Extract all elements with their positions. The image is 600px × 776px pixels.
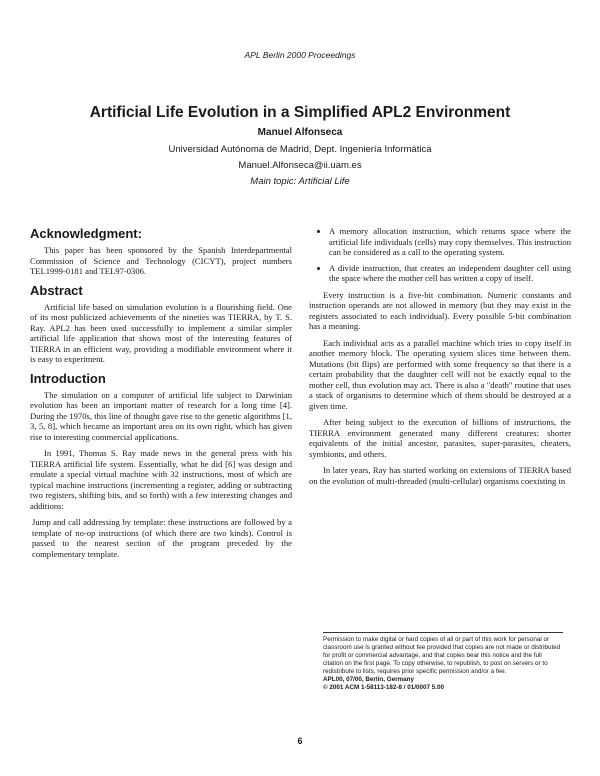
author-email: Manuel.Alfonseca@ii.uam.es: [238, 160, 362, 171]
author-affiliation: Universidad Autónoma de Madrid, Dept. Ingeniería Informática: [168, 144, 432, 155]
abstract-heading: Abstract: [30, 282, 83, 298]
body-paragraph: In later years, Ray has started working on extensions of TIERRA based on the evolution of multi-threaded (multi-cellular) organisms coexisting in: [309, 465, 571, 486]
proceedings-header: APL Berlin 2000 Proceedings: [244, 50, 356, 60]
venue-text: APL00, 07/00, Berlin, Germany: [323, 676, 414, 683]
body-paragraph: Every instruction is a five-bit combination. Numeric constants and instruction operands are not allowed in memory (but they may exist in the registers associated to each individual). Every possible 5-bit combination has a meaning.: [309, 289, 571, 331]
list-item: • A divide instruction, that creates an independent daughter cell using the space where the mother cell has written a copy of itself.: [329, 263, 571, 284]
body-paragraph: After being subject to the execution of billions of instructions, the TIERRA environment generated many different creatures: shorter equivalents of the initial ancestor, parasites, super-parasites, cheaters, symbionts, and others.: [309, 417, 571, 459]
author-name: Manuel Alfonseca: [257, 127, 343, 138]
acknowledgment-section: [30, 226, 292, 277]
page-number: 6: [297, 736, 303, 746]
copyright-notice: [323, 632, 563, 692]
acknowledgment-heading: Acknowledgment:: [30, 226, 142, 241]
body-paragraph: Each individual acts as a parallel machine which tries to copy itself in another memory block. The operating system slices time between them. Mutations (bit flips) are performed with some frequency so that there is a certain probability that the daughter cell will not be exactly equal to the mother cell, thus evolution may act. There is also a "death" routine that uses a stack of organisms to determine which of them should be destroyed at a given time.: [309, 337, 571, 411]
list-item: • A memory allocation instruction, which returns space where the artificial life individuals (cells) may copy themselves. This instruction can be considered as a call to the operating system.: [329, 226, 571, 258]
intro-block-item: Jump and call addressing by template: these instructions are followed by a template of no-op instructions (of which there are two kinds). Control is passed to the nearest section of the program preceded by the complementary template.: [32, 517, 292, 559]
introduction-section: [30, 371, 292, 560]
main-topic: Main topic: Artificial Life: [250, 176, 350, 187]
abstract-text: Artificial life based on simulation evolution is a flourishing field. One of its most publicized achievements of the nineties was TIERRA, by T. S. Ray. APL2 has been used successfully to implement a similar simpler artificial life application that shows most of the interesting features of TIERRA in an efficient way, providing a modifiable environment where it is easy to experiment.: [30, 301, 292, 364]
intro-paragraph: The simulation on a computer of artificial life subject to Darwinian evolution has been an important matter of research for a long time [4]. During the 1970s, this line of thought gave rise to the genetic algorithms [1, 3, 5, 8], which became an important area on its own right, which has given rise to interesting commercial applications.: [30, 389, 292, 442]
introduction-heading: Introduction: [30, 370, 106, 386]
right-column: [309, 226, 571, 492]
isbn-text: © 2001 ACM 1-58113-182-8 / 01/0007 5.00: [323, 684, 444, 691]
abstract-section: [30, 283, 292, 365]
left-column: [30, 226, 292, 565]
permission-text: Permission to make digital or hard copies of all or part of this work for personal or classroom use is granted without fee provided that copies are not made or distributed for profit or commercial advantage, and that copies bear this notice and the full citation on the first page. To copy otherwise, to republish, to post on servers or to redistribute to lists, requires prior specific permission and/or a fee.: [323, 636, 561, 675]
acknowledgment-text: This paper has been sponsored by the Spanish Interdepartmental Commission of Science and Technology (CICYT), project numbers TEL1999-0181 and TEL97-0306.: [30, 245, 292, 276]
paper-title: Artificial Life Evolution in a Simplified APL2 Environment: [89, 104, 511, 121]
instruction-list: [309, 226, 571, 284]
intro-paragraph: In 1991, Thomas S. Ray made news in the general press with his TIERRA artificial life system. Essentially, what he did [6] was design and emulate a special virtual machine with 32 instructions, most of which are typical machine instructions (incrementing a register, adding or subtracting two registers, shifting bits, and so forth) with a few interesting changes and additions:: [30, 448, 292, 511]
